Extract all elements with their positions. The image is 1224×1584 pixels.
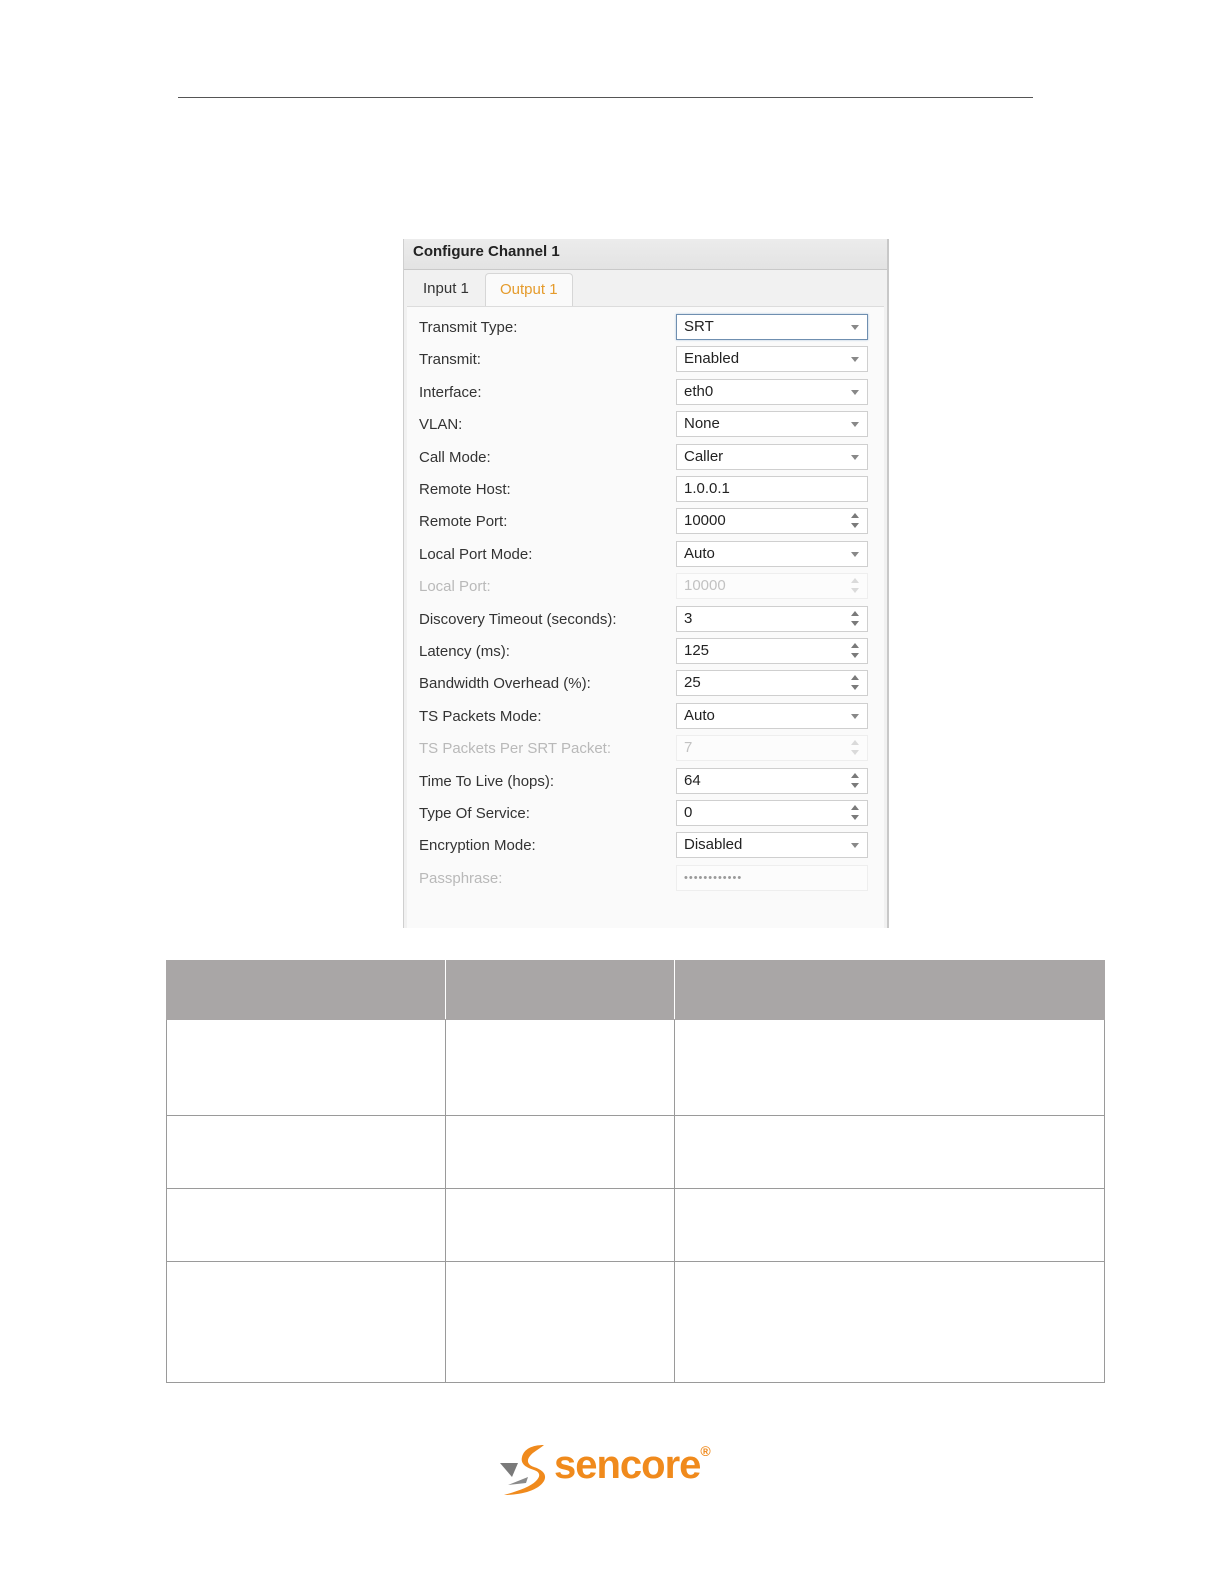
passphrase-input bbox=[676, 865, 868, 891]
remote-host-input[interactable] bbox=[676, 476, 868, 502]
field-label: Call Mode: bbox=[419, 448, 491, 466]
field-label: Interface: bbox=[419, 383, 482, 401]
logo-text: sencore bbox=[554, 1443, 701, 1487]
spin-down-icon[interactable] bbox=[851, 523, 859, 528]
chevron-down-icon[interactable] bbox=[851, 714, 859, 719]
field-row-bandwidth-overhead bbox=[407, 668, 884, 700]
chevron-down-icon[interactable] bbox=[851, 422, 859, 427]
spin-up-icon[interactable] bbox=[851, 513, 859, 518]
spin-down-icon[interactable] bbox=[851, 685, 859, 690]
field-label: Remote Host: bbox=[419, 481, 511, 498]
call-mode-dropdown[interactable] bbox=[676, 444, 868, 470]
table-cell bbox=[167, 1116, 446, 1189]
spin-down-icon[interactable] bbox=[851, 783, 859, 788]
field-label: Local Port: bbox=[419, 578, 491, 596]
type-of-service-spinner[interactable] bbox=[676, 800, 868, 826]
field-row-time-to-live-hops bbox=[407, 766, 884, 798]
header-rule bbox=[178, 97, 1033, 98]
encryption-mode-dropdown[interactable] bbox=[676, 832, 868, 858]
field-value: eth0 bbox=[684, 382, 714, 400]
chevron-down-icon[interactable] bbox=[851, 325, 859, 330]
spin-down-icon[interactable] bbox=[851, 621, 859, 626]
spin-up-icon[interactable] bbox=[851, 773, 859, 778]
vlan-dropdown[interactable] bbox=[676, 411, 868, 437]
field-value: Disabled bbox=[684, 836, 743, 854]
spin-up-icon[interactable] bbox=[851, 611, 859, 616]
table-cell bbox=[445, 1116, 674, 1189]
spin-up-icon[interactable] bbox=[851, 643, 859, 648]
field-row-local-port-mode bbox=[407, 539, 884, 571]
table-row bbox=[167, 1116, 1105, 1189]
field-value: Caller bbox=[684, 447, 724, 465]
remote-port-spinner[interactable] bbox=[676, 508, 868, 534]
chevron-down-icon[interactable] bbox=[851, 552, 859, 557]
field-row-discovery-timeout-seconds bbox=[407, 604, 884, 636]
configure-channel-dialog bbox=[403, 239, 889, 928]
field-value: 25 bbox=[684, 674, 701, 692]
field-value: 10000 bbox=[684, 512, 726, 530]
field-row-type-of-service bbox=[407, 798, 884, 830]
spinner-arrows-icon[interactable] bbox=[851, 804, 860, 822]
tab-output-1[interactable]: Output 1 bbox=[485, 273, 573, 306]
parameter-table bbox=[166, 960, 1105, 1383]
table-row bbox=[167, 1189, 1105, 1262]
chevron-down-icon[interactable] bbox=[851, 390, 859, 395]
transmit-type-dropdown[interactable] bbox=[676, 314, 868, 340]
field-row-latency-ms bbox=[407, 636, 884, 668]
field-value: Auto bbox=[684, 706, 715, 724]
spin-up-icon bbox=[851, 578, 859, 583]
field-row-remote-port bbox=[407, 506, 884, 538]
table-header-cell bbox=[445, 961, 674, 1020]
sencore-logo bbox=[498, 1441, 718, 1499]
spin-down-icon[interactable] bbox=[851, 815, 859, 820]
field-value: 10000 bbox=[684, 577, 726, 595]
spinner-arrows-icon bbox=[851, 739, 860, 757]
field-row-passphrase bbox=[407, 863, 884, 895]
registered-mark: ® bbox=[700, 1443, 710, 1459]
field-label: VLAN: bbox=[419, 416, 463, 434]
spin-down-icon[interactable] bbox=[851, 653, 859, 658]
spinner-arrows-icon[interactable] bbox=[851, 674, 860, 692]
field-label: Remote Port: bbox=[419, 513, 508, 531]
local-port-mode-dropdown[interactable] bbox=[676, 541, 868, 567]
field-label: Passphrase: bbox=[419, 869, 503, 887]
table-cell bbox=[445, 1189, 674, 1262]
field-label: Encryption Mode: bbox=[419, 837, 536, 855]
table-cell bbox=[674, 1020, 1104, 1116]
field-value: 64 bbox=[684, 771, 701, 789]
ts-packets-per-srt-packet-spinner bbox=[676, 735, 868, 761]
field-row-vlan bbox=[407, 409, 884, 441]
time-to-live-hops-spinner[interactable] bbox=[676, 768, 868, 794]
interface-dropdown[interactable] bbox=[676, 379, 868, 405]
spin-down-icon bbox=[851, 750, 859, 755]
field-row-ts-packets-per-srt-packet bbox=[407, 733, 884, 765]
field-row-ts-packets-mode bbox=[407, 701, 884, 733]
field-label: Local Port Mode: bbox=[419, 545, 533, 563]
chevron-down-icon[interactable] bbox=[851, 843, 859, 848]
tab-input-1[interactable]: Input 1 bbox=[423, 280, 469, 297]
field-row-remote-host bbox=[407, 474, 884, 506]
bandwidth-overhead-spinner[interactable] bbox=[676, 670, 868, 696]
logo-wordmark bbox=[554, 1443, 710, 1488]
tab-bar bbox=[404, 272, 887, 306]
output-settings-form bbox=[407, 306, 884, 928]
field-value: SRT bbox=[684, 318, 714, 335]
field-row-transmit-type bbox=[407, 312, 884, 344]
ts-packets-mode-dropdown[interactable] bbox=[676, 703, 868, 729]
field-label: Transmit: bbox=[419, 351, 481, 369]
field-row-call-mode bbox=[407, 442, 884, 474]
field-label: Latency (ms): bbox=[419, 643, 510, 660]
dialog-title: Configure Channel 1 bbox=[404, 239, 887, 270]
field-value: 1.0.0.1 bbox=[684, 480, 730, 497]
table-row bbox=[167, 1262, 1105, 1383]
field-value: 3 bbox=[684, 609, 693, 627]
spinner-arrows-icon[interactable] bbox=[851, 610, 860, 628]
sencore-s-logo-icon bbox=[498, 1441, 554, 1499]
table-cell bbox=[167, 1020, 446, 1116]
field-row-transmit bbox=[407, 344, 884, 376]
table-cell bbox=[674, 1116, 1104, 1189]
field-label: Discovery Timeout (seconds): bbox=[419, 610, 617, 628]
field-row-local-port bbox=[407, 571, 884, 603]
spin-up-icon[interactable] bbox=[851, 675, 859, 680]
table-cell bbox=[674, 1262, 1104, 1383]
table-cell bbox=[167, 1189, 446, 1262]
field-value: 0 bbox=[684, 804, 693, 821]
chevron-down-icon[interactable] bbox=[851, 357, 859, 362]
field-row-interface bbox=[407, 377, 884, 409]
table-cell bbox=[445, 1020, 674, 1116]
chevron-down-icon[interactable] bbox=[851, 455, 859, 460]
spin-down-icon bbox=[851, 588, 859, 593]
table-header-cell bbox=[674, 961, 1104, 1020]
field-label: Bandwidth Overhead (%): bbox=[419, 675, 591, 693]
field-label: Transmit Type: bbox=[419, 319, 518, 336]
field-label: TS Packets Per SRT Packet: bbox=[419, 740, 612, 758]
field-value: Auto bbox=[684, 544, 715, 562]
local-port-spinner bbox=[676, 573, 868, 599]
field-label: TS Packets Mode: bbox=[419, 707, 542, 725]
table-header-row bbox=[167, 961, 1105, 1020]
field-value: •••••••••••• bbox=[684, 871, 743, 884]
table-header-cell bbox=[167, 961, 446, 1020]
latency-ms-spinner[interactable] bbox=[676, 638, 868, 664]
field-label: Time To Live (hops): bbox=[419, 772, 555, 790]
field-value: 125 bbox=[684, 642, 710, 659]
table-row bbox=[167, 1020, 1105, 1116]
field-value: None bbox=[684, 415, 720, 433]
spinner-arrows-icon[interactable] bbox=[851, 512, 860, 530]
field-label: Type Of Service: bbox=[419, 805, 530, 822]
field-row-encryption-mode bbox=[407, 830, 884, 862]
table-cell bbox=[167, 1262, 446, 1383]
spinner-arrows-icon[interactable] bbox=[851, 772, 860, 790]
spin-up-icon[interactable] bbox=[851, 805, 859, 810]
transmit-dropdown[interactable] bbox=[676, 346, 868, 372]
spin-up-icon bbox=[851, 740, 859, 745]
field-value: Enabled bbox=[684, 350, 740, 368]
field-value: 7 bbox=[684, 739, 693, 757]
table-cell bbox=[674, 1189, 1104, 1262]
discovery-timeout-seconds-spinner[interactable] bbox=[676, 606, 868, 632]
spinner-arrows-icon bbox=[851, 577, 860, 595]
spinner-arrows-icon[interactable] bbox=[851, 642, 860, 660]
table-cell bbox=[445, 1262, 674, 1383]
